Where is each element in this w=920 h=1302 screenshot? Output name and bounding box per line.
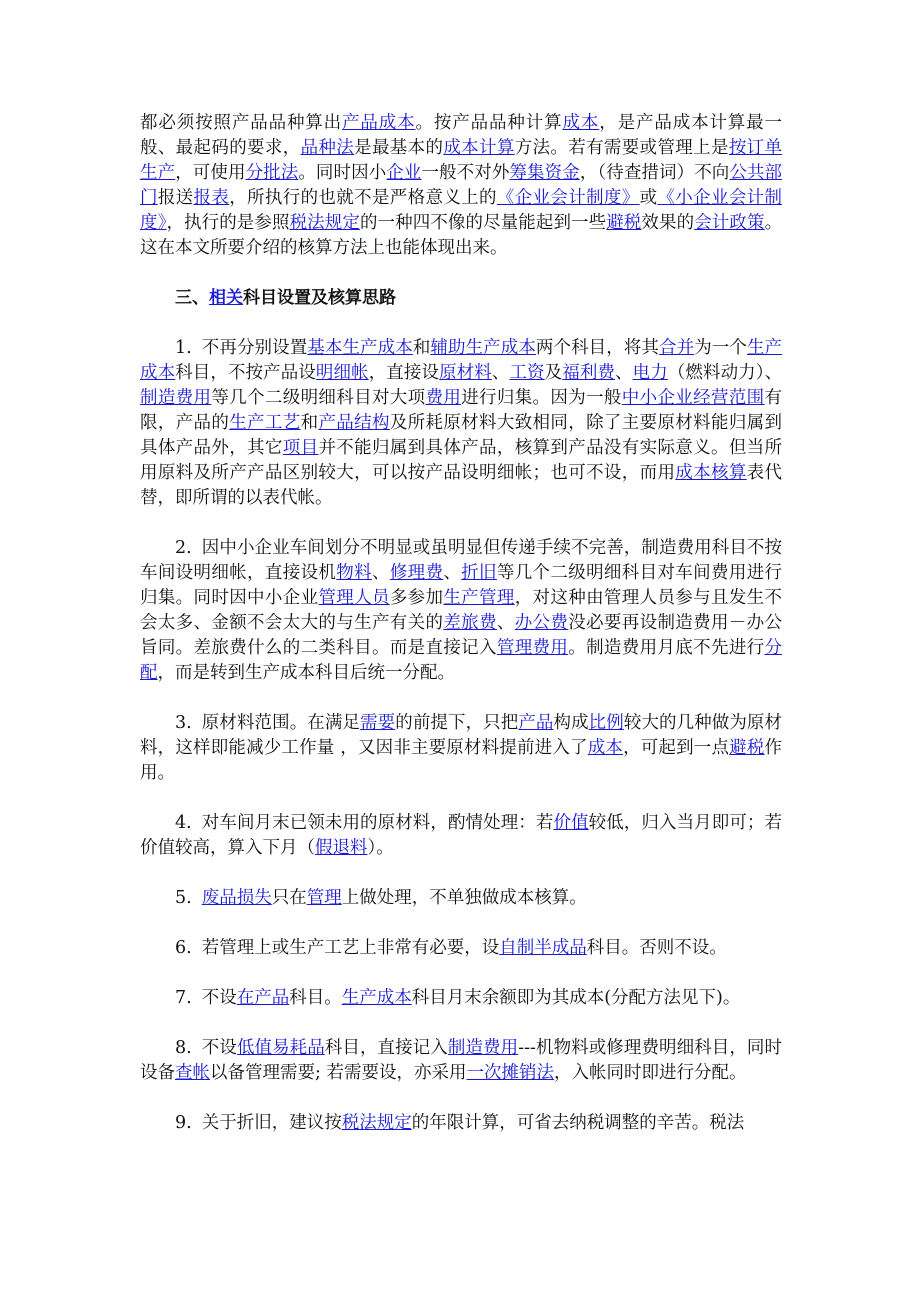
text-run: 作用。 — [140, 738, 783, 783]
hyperlink[interactable]: 避税 — [729, 738, 765, 758]
text-run: 构成 — [553, 713, 589, 733]
hyperlink[interactable]: 制造费用 — [447, 1038, 519, 1058]
text-run: 、 — [371, 563, 390, 583]
hyperlink[interactable]: 生产工艺 — [229, 413, 301, 433]
hyperlink[interactable]: 项目 — [282, 438, 319, 458]
text-run: 不设 — [201, 988, 237, 1008]
item-number: 3. — [175, 713, 192, 733]
hyperlink[interactable]: 辅助生产成本 — [430, 338, 536, 358]
text-run: ，对这种由管理人员参与且发生不会太多、金额不会太大的与生产有关的 — [140, 588, 783, 633]
hyperlink[interactable]: 税法规定 — [289, 213, 360, 233]
hyperlink[interactable]: 自制半成品 — [499, 938, 587, 958]
numbered-paragraph — [140, 886, 782, 911]
hyperlink[interactable]: 原材料 — [439, 363, 492, 383]
hyperlink[interactable]: 相关 — [209, 288, 243, 308]
text-run: 的前提下，只把 — [395, 713, 519, 733]
hyperlink[interactable]: 工资 — [509, 363, 545, 383]
hyperlink[interactable]: 管理人员 — [318, 588, 390, 608]
document-body — [140, 111, 782, 1136]
text-run: 较低，归入当月即可；若价值较高，算入下月（ — [140, 813, 783, 858]
numbered-paragraph — [140, 986, 782, 1011]
text-run: 两个科目，将其 — [535, 338, 660, 358]
text-run: 有限，产品的 — [140, 388, 783, 433]
hyperlink[interactable]: 产品 — [518, 713, 554, 733]
hyperlink[interactable]: 查帐 — [175, 1063, 210, 1083]
hyperlink[interactable]: 修理费 — [389, 563, 444, 583]
hyperlink[interactable]: 企业 — [386, 163, 422, 183]
text-run: 科目。 — [289, 988, 342, 1008]
hyperlink[interactable]: 会计政策 — [694, 213, 765, 233]
hyperlink[interactable]: 差旅费 — [443, 613, 497, 633]
text-run: ，是产品成本计算最一般、最起码的要求， — [140, 113, 783, 158]
hyperlink[interactable]: 产品成本 — [342, 113, 416, 133]
numbered-paragraph — [140, 536, 782, 686]
text-run: 的一种四不像的尽量能起到一些 — [359, 213, 607, 233]
item-number: 8. — [175, 1038, 192, 1058]
numbered-paragraph — [140, 811, 782, 861]
text-run: 只在 — [271, 888, 307, 908]
hyperlink[interactable]: 中小企业经营范围 — [621, 388, 765, 408]
text-run: 多参加 — [389, 588, 444, 608]
text-run: 较大的几种做为原材料，这样即能减少工作量 ，又因非主要原材料提前进入了 — [140, 713, 783, 758]
text-run: 。同时因小 — [298, 163, 387, 183]
text-run: ，入帐同时即进行分配。 — [553, 1063, 747, 1083]
hyperlink[interactable]: 成本核算 — [675, 463, 747, 483]
text-run: 科目月末余额即为其成本(分配方法见下)。 — [411, 988, 741, 1008]
hyperlink[interactable]: 分批法 — [245, 163, 299, 183]
text-run: 因中小企业车间划分不明显或虽明显但传递手续不完善，制造费用科目不按车间设明细帐，直接设机 — [140, 538, 782, 583]
text-run: 的年限计算，可省去纳税调整的辛苦。税法 — [411, 1113, 745, 1133]
text-run: 报送 — [157, 188, 194, 208]
item-number: 9. — [175, 1113, 192, 1133]
text-run: 及 — [544, 363, 563, 383]
hyperlink[interactable]: 分配 — [140, 638, 783, 683]
text-run: ，可使用 — [175, 163, 246, 183]
hyperlink[interactable]: 办公费 — [514, 613, 569, 633]
text-run: 一般不对外 — [421, 163, 510, 183]
item-number: 2. — [175, 538, 192, 558]
text-run: 、 — [443, 563, 462, 583]
text-run: 和 — [300, 413, 319, 433]
text-run: 没必要再设制造费用－办公旨同。差旅费什么的二类科目。而是直接记入 — [140, 613, 783, 658]
hyperlink[interactable]: 生产成本 — [140, 338, 783, 383]
hyperlink[interactable]: 筹集资金 — [509, 163, 580, 183]
text-run: 。按产品品种计算 — [415, 113, 563, 133]
text-run: 关于折旧，建议按 — [201, 1113, 342, 1133]
hyperlink[interactable]: 费用 — [425, 388, 462, 408]
hyperlink[interactable]: 管理费用 — [496, 638, 569, 658]
text-run: ，而是转到生产成本科目后统一分配。 — [157, 663, 455, 683]
numbered-paragraph — [140, 336, 782, 511]
hyperlink[interactable]: 明细帐 — [315, 363, 369, 383]
hyperlink[interactable]: 生产成本 — [341, 988, 412, 1008]
hyperlink[interactable]: 电力 — [632, 363, 668, 383]
hyperlink[interactable]: 福利费 — [562, 363, 616, 383]
text-run: 表代替，即所谓的以表代帐。 — [140, 463, 783, 508]
numbered-paragraph — [140, 936, 782, 961]
hyperlink[interactable]: 需要 — [360, 713, 396, 733]
hyperlink[interactable]: 假退料 — [315, 838, 368, 858]
hyperlink[interactable]: 按订单生产 — [140, 138, 783, 183]
text-run: ---机物料或修理费明细科目，同时设备 — [140, 1038, 783, 1083]
item-number: 4. — [175, 813, 192, 833]
text-run: ，执行的是参照 — [166, 213, 290, 233]
text-run: 、 — [491, 363, 510, 383]
text-run: 进行归集。因为一般 — [461, 388, 622, 408]
section-heading — [140, 286, 782, 311]
hyperlink[interactable]: 价值 — [553, 813, 589, 833]
text-run: 等几个二级明细科目对车间费用进行归集。同时因中小企业 — [140, 563, 783, 608]
text-run: 原材料范围。在满足 — [201, 713, 361, 733]
item-number: 6. — [175, 938, 192, 958]
text-run: 和 — [412, 338, 431, 358]
text-run: 科目。否则不设。 — [586, 938, 727, 958]
text-run: 方法。若有需要或管理上是 — [514, 138, 729, 158]
hyperlink[interactable]: 成本 — [587, 738, 624, 758]
hyperlink[interactable]: 成本 — [562, 113, 600, 133]
text-run: 是最基本的 — [354, 138, 444, 158]
text-run: 及所耗原材料大致相同，除了主要原材料能归属到具体产品外，其它 — [140, 413, 783, 458]
hyperlink[interactable]: 折旧 — [461, 563, 497, 583]
text-run: 若管理上或生产工艺上非常有必要，设 — [201, 938, 500, 958]
text-run: ，直接设 — [368, 363, 440, 383]
hyperlink[interactable]: 生产管理 — [443, 588, 515, 608]
text-run: 以备管理需要; 若需要设，亦采用 — [210, 1063, 467, 1083]
item-list — [140, 336, 782, 1136]
hyperlink[interactable]: 废品损失 — [201, 888, 272, 908]
hyperlink[interactable]: 《小企业会计制度》 — [140, 188, 783, 233]
hyperlink[interactable]: 合并 — [659, 338, 695, 358]
text-run: 效果的 — [641, 213, 695, 233]
text-run: 、 — [496, 613, 515, 633]
item-number: 1. — [175, 338, 192, 358]
text-run: ，所执行的也就不是严格意义上的 — [229, 188, 497, 208]
text-run: 都必须按照产品品种算出 — [140, 113, 343, 133]
item-number: 7. — [175, 988, 192, 1008]
numbered-paragraph — [140, 711, 782, 786]
hyperlink[interactable]: 在产品 — [236, 988, 290, 1008]
text-run: 或 — [639, 188, 658, 208]
text-run: 。制造费用月底不先进行 — [568, 638, 765, 658]
intro-paragraph — [140, 111, 782, 261]
hyperlink[interactable]: 产品结构 — [318, 413, 390, 433]
hyperlink[interactable]: 公共部门 — [140, 163, 783, 208]
hyperlink[interactable]: 《企业会计制度》 — [496, 188, 640, 208]
numbered-paragraph — [140, 1036, 782, 1086]
hyperlink[interactable]: 基本生产成本 — [307, 338, 413, 358]
text-run: 不再分别设置 — [201, 338, 308, 358]
text-run: 为一个 — [694, 338, 747, 358]
text-run: ，（待查措词）不向 — [579, 163, 730, 183]
hyperlink[interactable]: 品种法 — [300, 138, 355, 158]
text-run: 对车间月末已领未用的原材料，酌情处理：若 — [201, 813, 554, 833]
hyperlink[interactable]: 税法规定 — [341, 1113, 412, 1133]
text-run: 并不能归属到具体产品，核算到产品没有实际意义。但当所用原料及所产产品区别较大，可以按产品设明细帐；也可不设，而用 — [140, 438, 783, 483]
hyperlink[interactable]: 避税 — [606, 213, 642, 233]
text-run: 科目设置及核算思路 — [243, 288, 396, 308]
hyperlink[interactable]: 比例 — [588, 713, 624, 733]
text-run: 三、 — [175, 288, 209, 308]
hyperlink[interactable]: 报表 — [193, 188, 230, 208]
item-number: 5. — [175, 888, 192, 908]
hyperlink[interactable]: 制造费用 — [140, 388, 212, 408]
text-run: 上做处理，不单独做成本核算。 — [341, 888, 587, 908]
text-run: 科目，不按产品设 — [175, 363, 316, 383]
text-run: 、 — [615, 363, 633, 383]
text-run: （燃料动力）、 — [667, 363, 783, 383]
text-run: 不设 — [201, 1038, 237, 1058]
hyperlink[interactable]: 成本计算 — [443, 138, 515, 158]
text-run: ）。 — [367, 838, 394, 858]
hyperlink[interactable]: 物料 — [336, 563, 372, 583]
text-run: 等几个二级明细科目对大项 — [211, 388, 426, 408]
hyperlink[interactable]: 低值易耗品 — [236, 1038, 325, 1058]
text-run: 科目，直接记入 — [324, 1038, 448, 1058]
text-run: ，可起到一点 — [623, 738, 730, 758]
hyperlink[interactable]: 一次摊销法 — [466, 1063, 554, 1083]
hyperlink[interactable]: 管理 — [306, 888, 342, 908]
numbered-paragraph — [140, 1111, 782, 1136]
text-run: 。这在本文所要介绍的核算方法上也能体现出来。 — [140, 213, 783, 258]
